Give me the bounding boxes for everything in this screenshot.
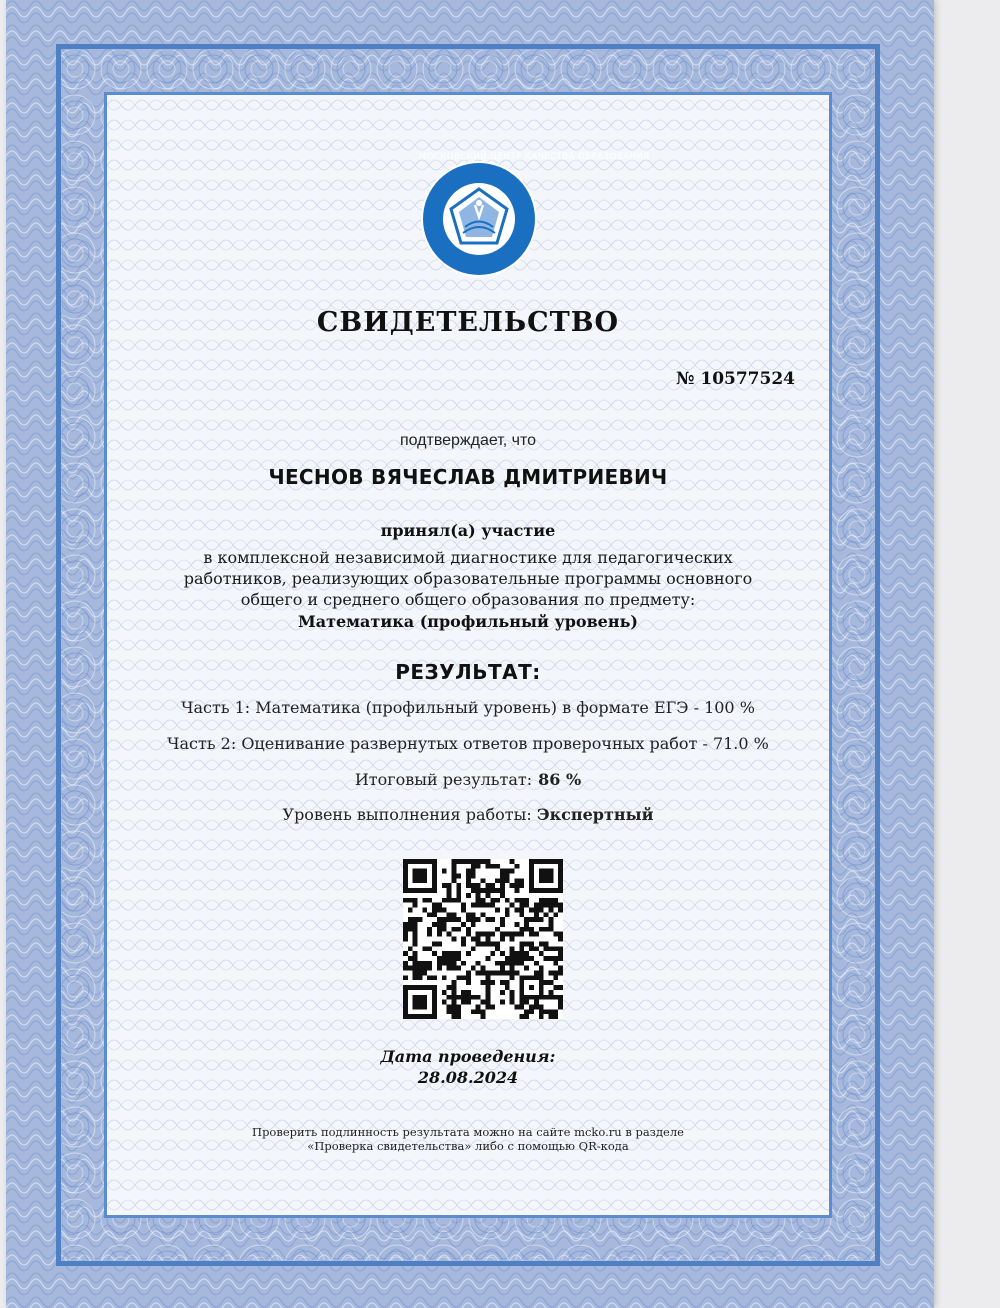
date-value: 28.08.2024 — [417, 1068, 519, 1087]
performance-level — [107, 805, 829, 824]
verification-note-line: Проверить подлинность результата можно на сайте mcko.ru в разделе — [252, 1125, 684, 1139]
total-result-value: 86 % — [538, 770, 582, 789]
certificate-title: СВИДЕТЕЛЬСТВО — [316, 307, 620, 338]
certificate-body — [107, 95, 829, 1215]
confirms-text: подтверждает, что — [399, 432, 537, 449]
verification-note-line: «Проверка свидетельства» либо с помощью QR-кода — [307, 1139, 629, 1153]
description-line: в комплексной независимой диагностике для педагогических — [203, 548, 733, 567]
result-part-2: Часть 2: Оценивание развернутых ответов проверочных работ - 71.0 % — [167, 734, 769, 753]
total-result-label: Итоговый результат: — [354, 770, 533, 789]
date-label: Дата проведения: — [380, 1047, 556, 1066]
person-name: ЧЕСНОВ ВЯЧЕСЛАВ ДМИТРИЕВИЧ — [268, 465, 668, 489]
qr-code-icon — [403, 859, 563, 1019]
participated-text: принял(а) участие — [380, 521, 556, 540]
subject-name: Математика (профильный уровень) — [297, 612, 638, 631]
result-part-1: Часть 1: Математика (профильный уровень) в формате ЕГЭ - 100 % — [181, 698, 755, 717]
total-result — [107, 770, 829, 789]
certificate-number: № 10577524 — [675, 369, 795, 389]
performance-level-label: Уровень выполнения работы: — [282, 805, 532, 824]
mcko-pentagon-logo-icon — [419, 151, 650, 279]
result-title: РЕЗУЛЬТАТ: — [395, 660, 541, 684]
performance-level-value: Экспертный — [536, 805, 654, 824]
certificate-page — [6, 0, 934, 1308]
description-line: общего и среднего общего образования по предмету: — [240, 590, 696, 609]
description-line: работников, реализующих образовательные программы основного — [183, 569, 753, 588]
logo-text: МОСКОВСКИЙ ЦЕНТР КАЧЕСТВА ОБРАЗОВАНИЯ — [419, 151, 650, 161]
